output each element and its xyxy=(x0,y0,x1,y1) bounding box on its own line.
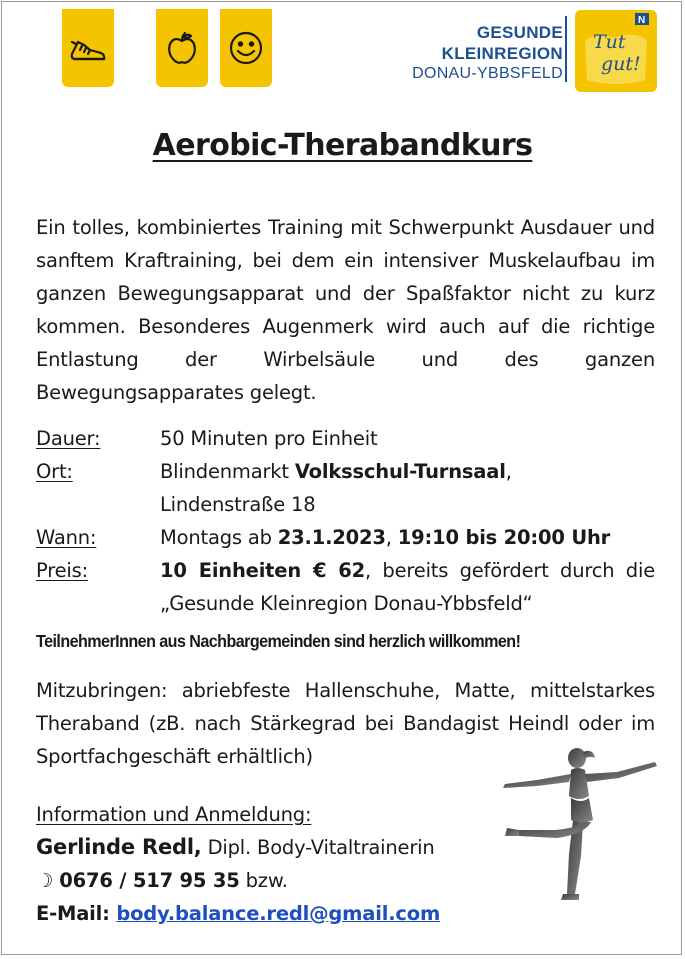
running-shoe-icon xyxy=(62,9,114,87)
flyer-page xyxy=(1,1,682,955)
price-value: 10 Einheiten € 62, bereits gefördert durch die „Gesunde Kleinregion Donau-Ybbsfeld“ xyxy=(160,559,655,615)
intro-paragraph: Ein tolles, kombiniertes Training mit Schwerpunkt Ausdauer und sanftem Kraftraining, bei dem ein intensiver Muskelaufbau im ganzen Bewegungsapparat und der Spaßfaktor nicht zu kurz kommen. Besonderes Augenmerk wird auch auf die richtige Entlastung der Wirbelsäule und des ganzen Bewegungsapparates gelegt. xyxy=(36,216,655,404)
bring-along-paragraph: Mitzubringen: abriebfeste Hallenschuhe, Matte, mittelstarkes Theraband (zB. nach Stärkegrad bei Bandagist Heindl oder im Sportfachgeschäft erhältlich) xyxy=(36,679,655,768)
apple-icon xyxy=(156,9,208,87)
when-row xyxy=(36,521,655,554)
badge-text-1: Tut xyxy=(593,31,626,53)
svg-text:N: N xyxy=(638,15,646,26)
email-line xyxy=(36,897,440,930)
course-details xyxy=(36,422,655,620)
email-link[interactable]: body.balance.redl@gmail.com xyxy=(116,902,441,925)
smiley-icon xyxy=(220,9,272,87)
welcome-note: TeilnehmerInnen aus Nachbargemeinden sind herzlich willkommen! xyxy=(36,631,521,651)
duration-value: 50 Minuten pro Einheit xyxy=(160,427,378,450)
badge-text-2: gut! xyxy=(601,53,641,75)
brand-line-1: GESUNDE xyxy=(476,23,563,42)
place-row xyxy=(36,455,655,521)
when-label: Wann: xyxy=(36,526,97,549)
contact-name: Gerlinde Redl, xyxy=(36,835,202,859)
brand-divider xyxy=(565,16,567,82)
price-row xyxy=(36,554,655,620)
place-label: Ort: xyxy=(36,460,73,483)
duration-row xyxy=(36,422,655,455)
contact-name-line xyxy=(36,831,440,864)
price-label: Preis: xyxy=(36,559,88,582)
brand-wordmark xyxy=(412,22,563,84)
contact-heading: Information und Anmeldung: xyxy=(36,803,312,826)
brand-line-3: DONAU-YBBSFELD xyxy=(412,65,563,82)
phone-icon: ☽ xyxy=(36,869,54,892)
contact-title: Dipl. Body-Vitaltrainerin xyxy=(201,836,435,859)
tut-gut-badge xyxy=(575,10,657,92)
page-title: Aerobic-Therabandkurs xyxy=(152,128,533,163)
when-value: Montags ab 23.1.2023, 19:10 bis 20:00 Uhr xyxy=(160,526,611,549)
contact-block xyxy=(36,798,440,930)
email-label: E-Mail: xyxy=(36,902,117,925)
brand-line-2: KLEINREGION xyxy=(441,44,563,63)
phone-line: ☽ 0676 / 517 95 35 bzw. xyxy=(36,869,288,892)
phone-number: 0676 / 517 95 35 xyxy=(59,869,240,892)
duration-label: Dauer: xyxy=(36,427,101,450)
place-value: Blindenmarkt Volksschul-Turnsaal, Lindenstraße 18 xyxy=(160,460,512,516)
dancer-illustration xyxy=(497,744,672,924)
